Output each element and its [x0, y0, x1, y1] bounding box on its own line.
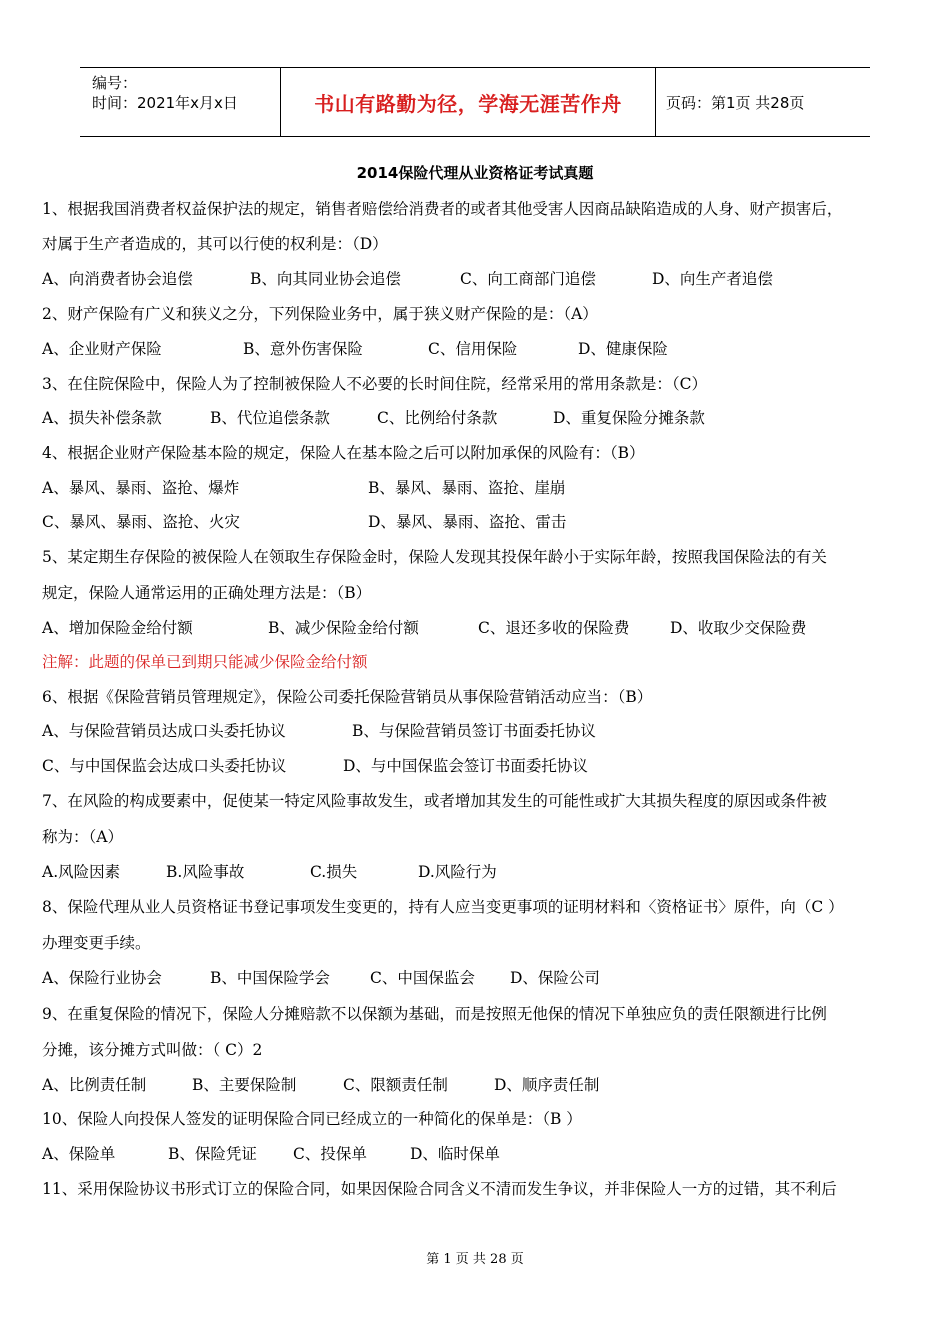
question-1-option-c: C、向工商部门追偿: [460, 270, 596, 288]
question-2-line-1: 2、财产保险有广义和狭义之分，下列保险业务中，属于狭义财产保险的是：（A）: [42, 305, 598, 323]
question-6-option-c: C、与中国保监会达成口头委托协议: [42, 757, 287, 775]
question-6-option-b: B、与保险营销员签订书面委托协议: [352, 722, 596, 740]
question-5-option-c: C、退还多收的保险费: [478, 619, 630, 637]
question-2-option-c: C、信用保险: [428, 340, 518, 358]
question-7-option-a: A.风险因素: [42, 863, 121, 881]
question-5-option-d: D、收取少交保险费: [670, 619, 807, 637]
header-motto-cell: [280, 68, 656, 136]
question-5-option-b: B、减少保险金给付额: [268, 619, 419, 637]
page-info: 页码：第1页 共28页: [666, 93, 805, 112]
question-7-line-1: 7、在风险的构成要素中，促使某一特定风险事故发生，或者增加其发生的可能性或扩大其损失程度的原因或条件被: [42, 792, 827, 810]
question-7-option-c: C.损失: [310, 863, 358, 881]
question-1-line-1: 1、根据我国消费者权益保护法的规定，销售者赔偿给消费者的或者其他受害人因商品缺陷造成的人身、财产损害后，: [42, 200, 843, 218]
question-10-option-b: B、保险凭证: [168, 1145, 257, 1163]
question-3-option-a: A、损失补偿条款: [42, 409, 162, 427]
question-3-option-b: B、代位追偿条款: [210, 409, 330, 427]
question-9-option-b: B、主要保险制: [192, 1076, 297, 1094]
number-label: 编号：: [92, 74, 138, 92]
question-7-line-2: 称为：（A）: [42, 828, 123, 846]
question-1-option-a: A、向消费者协会追偿: [42, 270, 193, 288]
question-5-note: 注解：此题的保单已到期只能减少保险金给付额: [42, 653, 368, 671]
question-3-option-c: C、比例给付条款: [377, 409, 498, 427]
question-6-line-1: 6、根据《保险营销员管理规定》，保险公司委托保险营销员从事保险营销活动应当：（B）: [42, 688, 653, 706]
question-9-line-2: 分摊，该分摊方式叫做：（ C）2: [42, 1041, 263, 1059]
document-header: [80, 67, 870, 137]
question-9-option-a: A、比例责任制: [42, 1076, 147, 1094]
question-8-line-1: 8、保险代理从业人员资格证书登记事项发生变更的，持有人应当变更事项的证明材料和〈资格证书〉原件，向（C ）: [42, 898, 844, 916]
question-5-option-a: A、增加保险金给付额: [42, 619, 193, 637]
question-11-line-1: 11、采用保险协议书形式订立的保险合同，如果因保险合同含义不清而发生争议，并非保险人一方的过错，其不利后: [42, 1180, 837, 1198]
question-7-option-b: B.风险事故: [166, 863, 245, 881]
question-8-option-b: B、中国保险学会: [210, 969, 330, 987]
question-1-option-d: D、向生产者追偿: [652, 270, 773, 288]
question-9-option-d: D、顺序责任制: [494, 1076, 600, 1094]
question-8-line-2: 办理变更手续。: [42, 934, 151, 952]
question-4-option-a: A、暴风、暴雨、盗抢、爆炸: [42, 479, 240, 497]
question-2-option-a: A、企业财产保险: [42, 340, 162, 358]
header-page-cell: [656, 68, 870, 136]
question-5-line-1: 5、某定期生存保险的被保险人在领取生存保险金时，保险人发现其投保年龄小于实际年龄，按照我国保险法的有关: [42, 548, 827, 566]
page-footer: 第 1 页 共 28 页: [426, 1252, 524, 1267]
question-4-option-c: C、暴风、暴雨、盗抢、火灾: [42, 513, 240, 531]
question-4-option-b: B、暴风、暴雨、盗抢、崖崩: [368, 479, 566, 497]
question-5-line-2: 规定，保险人通常运用的正确处理方法是：（B）: [42, 584, 372, 602]
question-8-option-c: C、中国保监会: [370, 969, 475, 987]
question-6-option-d: D、与中国保监会签订书面委托协议: [343, 757, 588, 775]
question-8-option-d: D、保险公司: [510, 969, 600, 987]
question-7-option-d: D.风险行为: [418, 863, 497, 881]
question-6-option-a: A、与保险营销员达成口头委托协议: [42, 722, 286, 740]
question-10-option-c: C、投保单: [293, 1145, 367, 1163]
motto-text: 书山有路勤为径，学海无涯苦作舟: [314, 91, 622, 116]
question-9-line-1: 9、在重复保险的情况下，保险人分摊赔款不以保额为基础，而是按照无他保的情况下单独应负的责任限额进行比例: [42, 1005, 827, 1023]
question-9-option-c: C、限额责任制: [343, 1076, 448, 1094]
question-2-option-d: D、健康保险: [578, 340, 668, 358]
question-2-option-b: B、意外伤害保险: [243, 340, 363, 358]
question-1-option-b: B、向其同业协会追偿: [250, 270, 401, 288]
document-title: 2014保险代理从业资格证考试真题: [356, 164, 594, 182]
question-3-line-1: 3、在住院保险中，保险人为了控制被保险人不必要的长时间住院，经常采用的常用条款是：（C）: [42, 375, 707, 393]
question-4-option-d: D、暴风、暴雨、盗抢、雷击: [368, 513, 567, 531]
header-left-cell: [80, 68, 280, 136]
question-3-option-d: D、重复保险分摊条款: [553, 409, 705, 427]
question-1-line-2: 对属于生产者造成的，其可以行使的权利是：（D）: [42, 235, 388, 253]
question-4-line-1: 4、根据企业财产保险基本险的规定，保险人在基本险之后可以附加承保的风险有：（B）: [42, 444, 645, 462]
time-label: 时间：2021年x月x日: [92, 94, 238, 112]
question-10-option-a: A、保险单: [42, 1145, 116, 1163]
question-10-line-1: 10、保险人向投保人签发的证明保险合同已经成立的一种简化的保单是：（B ）: [42, 1110, 582, 1128]
question-8-option-a: A、保险行业协会: [42, 969, 162, 987]
question-10-option-d: D、临时保单: [410, 1145, 500, 1163]
